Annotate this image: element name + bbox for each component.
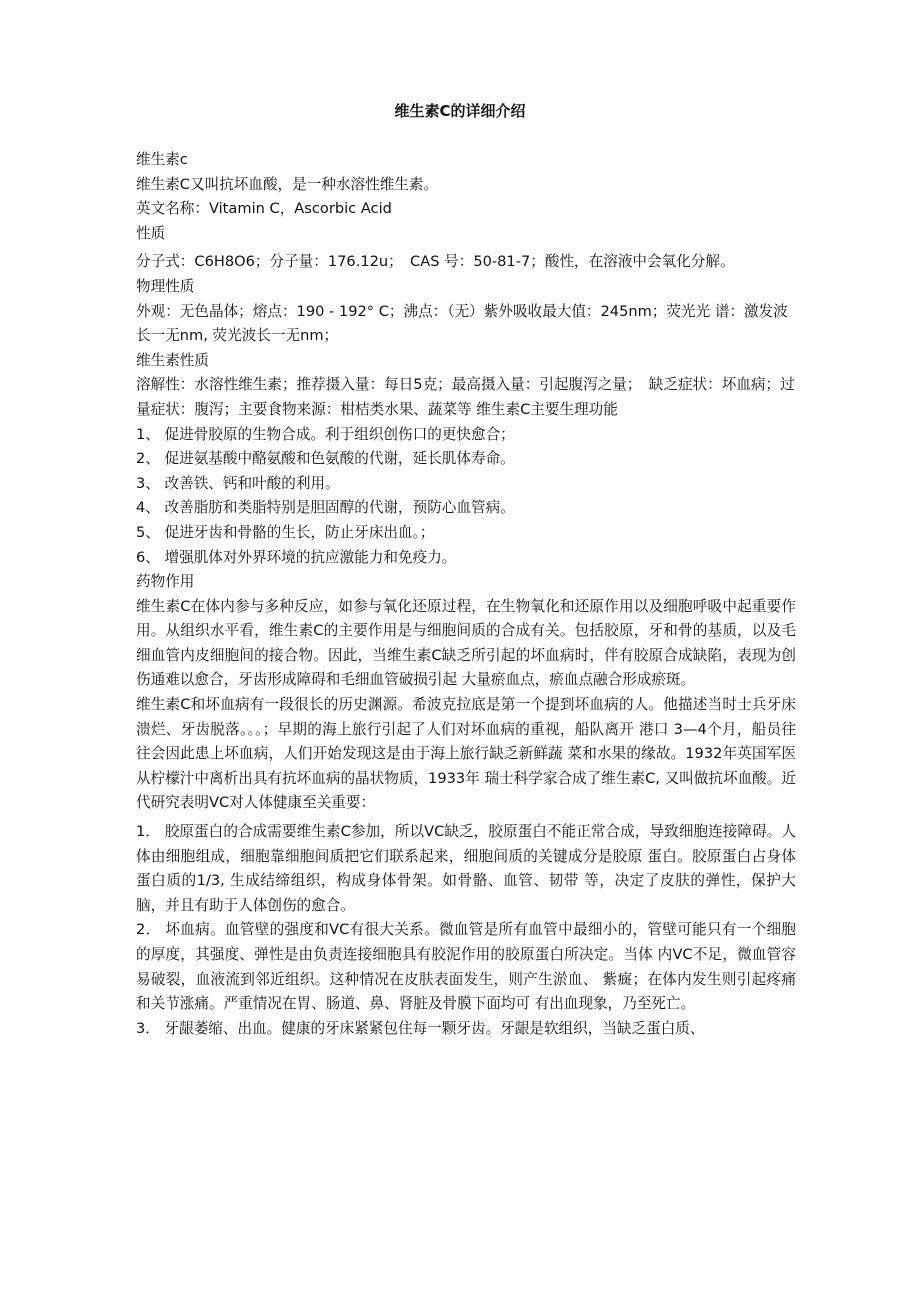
heading-vitamin-c: 维生素c (136, 151, 188, 168)
section-properties: 性质 (136, 224, 166, 242)
function-item-3: 3、 改善铁、钙和叶酸的利用。 (136, 474, 340, 492)
section-vitamin-properties: 维生素性质 (136, 351, 209, 369)
function-item-1: 1、 促进骨胶原的生物合成。利于组织创伤口的更快愈合； (136, 425, 515, 443)
function-item-5: 5、 促进牙齿和骨骼的生长，防止牙床出血。； (136, 523, 435, 541)
section-drug-action: 药物作用 (136, 573, 195, 591)
vitamin-properties-paragraph: 溶解性：水溶性维生素；推荐摄入量：每日5克；最高摄入量：引起腹泻之量； 缺乏症状：坏血病；过量症状：腹泻；主要食物来源：柑桔类水果、蔬菜等 维生素C主要生理功能 (136, 376, 795, 418)
physical-properties-paragraph: 外观：无色晶体；熔点：190 - 192° C；沸点：（无）紫外吸收最大值：245nm；荧光光 谱：激发波长一无nm, 荧光波长一无nm； (136, 302, 788, 345)
collagen-paragraph: 1． 胶原蛋白的合成需要维生素C参加，所以VC缺乏，胶原蛋白不能正常合成，导致细胞连接障碍。人体由细胞组成，细胞靠细胞间质把它们联系起来，细胞间质的关键成分是胶原 蛋白。胶原蛋白占身体蛋白质的1/3, 生成结缔组织，构成身体骨架。如骨骼、血管、韧带 等，决定了皮肤的弹性，保护大脑，并且有助于人体创伤的愈合。 (136, 823, 796, 914)
drug-action-paragraph: 维生素C在体内参与多种反应，如参与氧化还原过程，在生物氧化和还原作用以及细胞呼吸中起重要作用。从组织水平看，维生素C的主要作用是与细胞间质的合成有关。包括胶原，牙和骨的基质，以及毛细血管内皮细胞间的接合物。因此，当维生素C缺乏所引起的坏血病时，伴有胶原合成缺陷，表现为创伤通难以愈合，牙齿形成障碍和毛细血管破损引起 大量瘀血点，瘀血点融合形成瘀斑。 (136, 597, 796, 689)
scurvy-paragraph: 2． 坏血病。血管壁的强度和VC有很大关系。微血管是所有血管中最细小的，管壁可能只有一个细胞的厚度，其强度、弹性是由负责连接细胞具有胶泥作用的胶原蛋白所决定。当体 内VC不足，微血管容易破裂，血液流到邻近组织。这种情况在皮肤表面发生，则产生淤血、 紫癍；在体内发生则引起疼痛和关节涨痛。严重情况在胃、肠道、鼻、肾脏及骨膜下面均可 有出血现象，乃至死亡。 (136, 921, 796, 1013)
history-paragraph: 维生素C和坏血病有一段很长的历史渊源。希波克拉底是第一个提到坏血病的人。他描述当时士兵牙床溃烂、牙齿脱落。。。；早期的海上旅行引起了人们对坏血病的重视，船队离开 港口 3—4个月，船员往往会因此患上坏血病，人们开始发现这是由于海上旅行缺乏新鲜蔬 菜和水果的缘故。1932年英国军医从柠檬汁中离析出具有抗坏血病的晶状物质，1933年 瑞士科学家合成了维生素C, 又叫做抗坏血酸。近代研究表明VC对人体健康至关重要： (136, 696, 796, 812)
gum-paragraph: 3． 牙龈萎缩、出血。健康的牙床紧紧包住每一颗牙齿。牙龈是软组织，当缺乏蛋白质、 (136, 1019, 705, 1037)
section-physical-properties: 物理性质 (136, 277, 195, 295)
function-item-4: 4、 改善脂肪和类脂特别是胆固醇的代谢，预防心血管病。 (136, 499, 515, 517)
function-item-2: 2、 促进氨基酸中酪氨酸和色氨酸的代谢，延长肌体寿命。 (136, 450, 515, 468)
english-name-line: 英文名称：Vitamin C，Ascorbic Acid (136, 200, 392, 218)
document-body (136, 148, 796, 1041)
function-item-6: 6、 增强肌体对外界环境的抗应激能力和免疫力。 (136, 548, 457, 566)
intro-line: 维生素C又叫抗坏血酸，是一种水溶性维生素。 (136, 175, 439, 193)
formula-paragraph: 分子式：C6H8O6；分子量：176.12u； CAS 号：50-81-7；酸性，在溶液中会氧化分解。 (136, 253, 735, 271)
page-title: 维生素C的详细介绍 (394, 102, 526, 120)
